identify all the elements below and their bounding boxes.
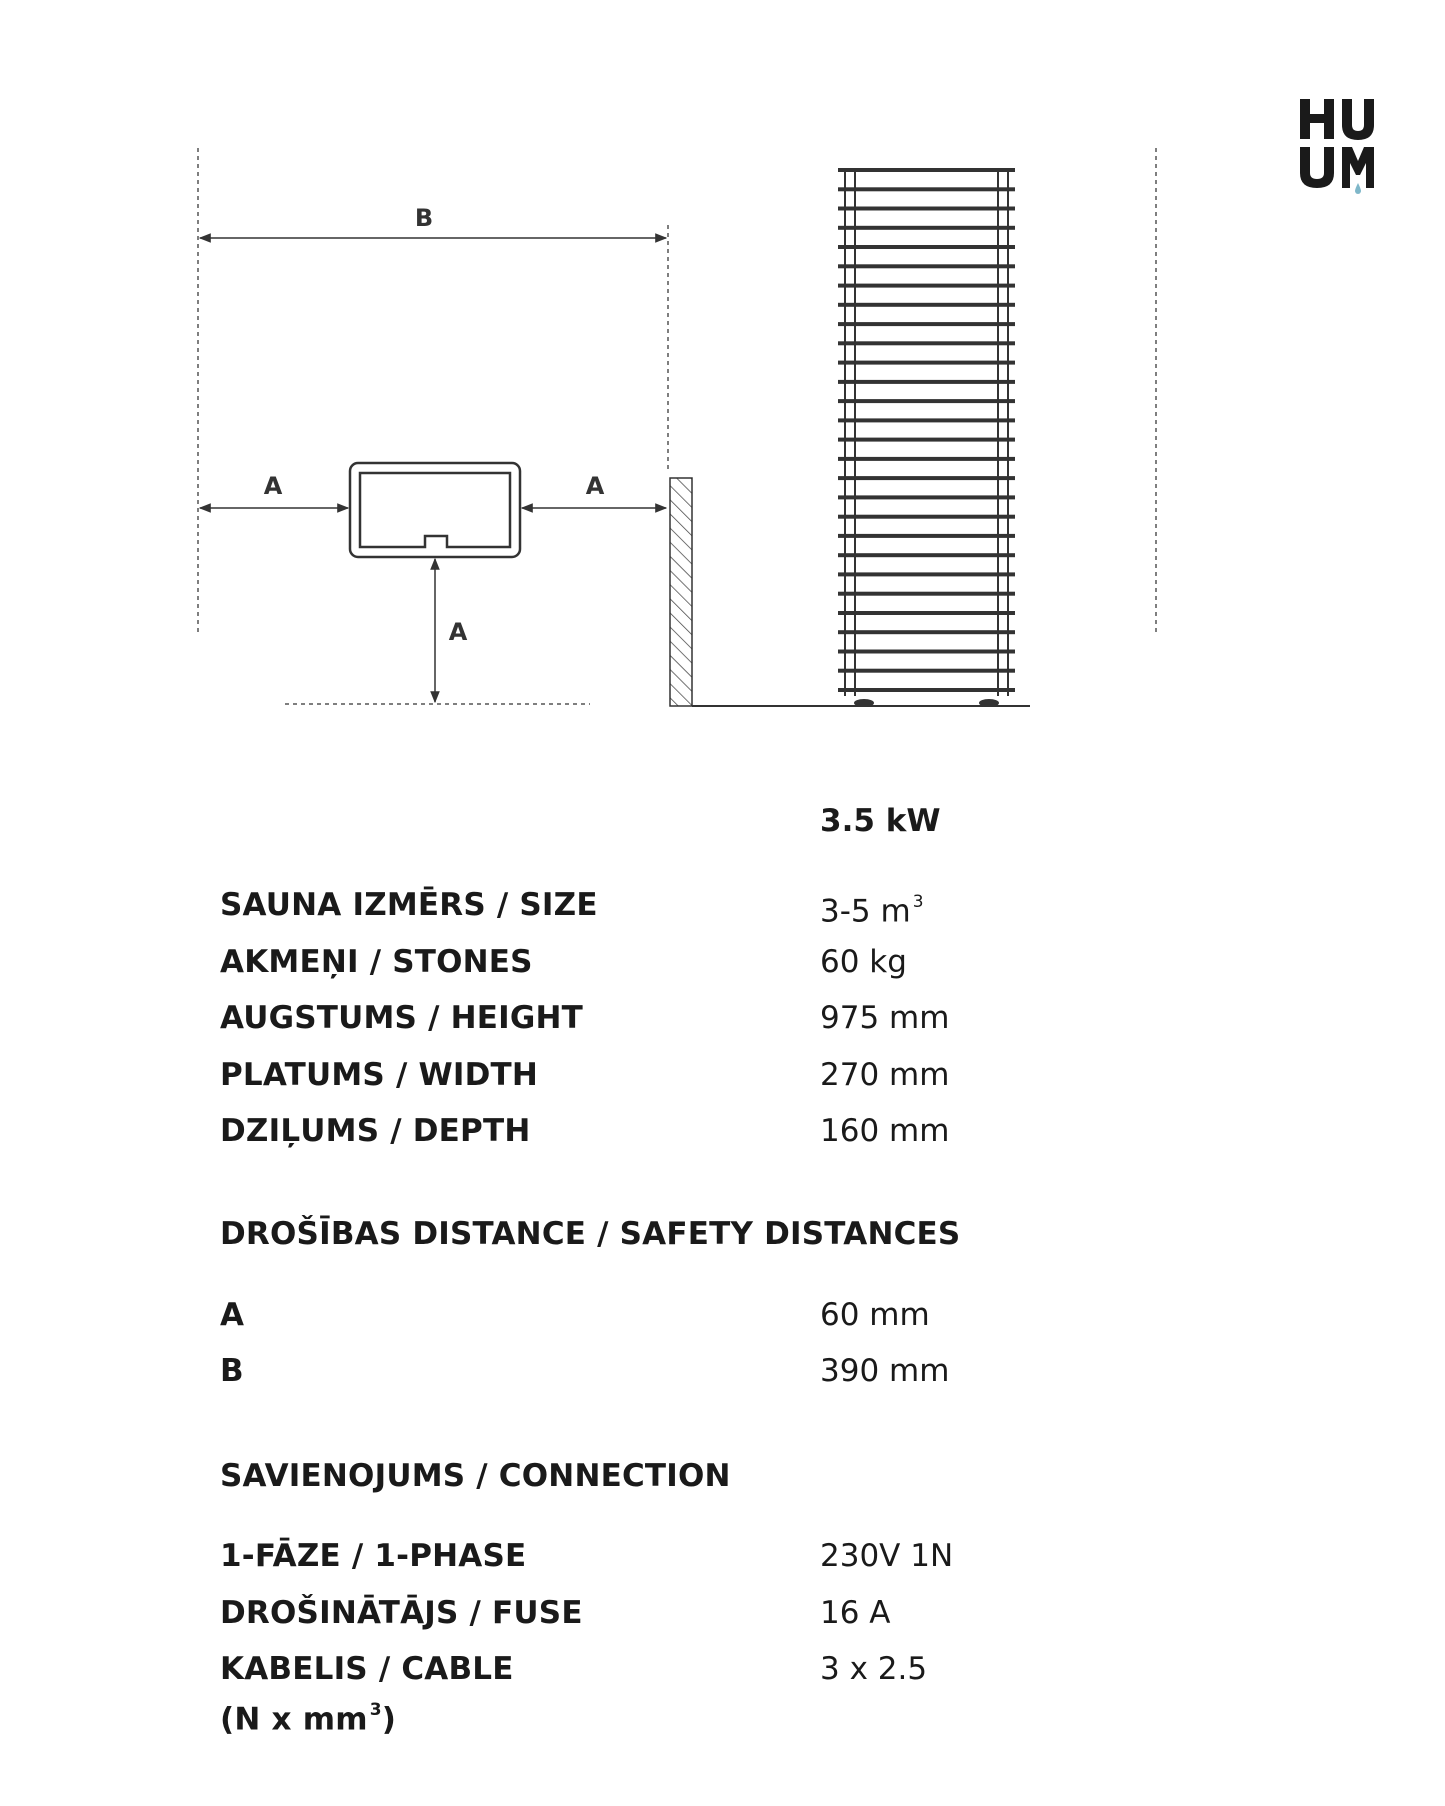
connection-heading: SAVIENOJUMS / CONNECTION (220, 1458, 731, 1494)
spec-value-stones: 60 kg (820, 944, 907, 980)
heater-bar (838, 399, 1015, 403)
heater-bar (838, 630, 1015, 634)
heater-bar (838, 534, 1015, 538)
heater-bar (838, 264, 1015, 268)
heater-foot-right (979, 699, 999, 707)
heater-bar (838, 611, 1015, 615)
spec-label-height: AUGSTUMS / HEIGHT (220, 1000, 583, 1036)
huum-logo (1290, 95, 1390, 195)
heater-bar (838, 284, 1015, 288)
spec-value-size: 3-5 m $^3$ (820, 892, 924, 930)
heater-bar (838, 592, 1015, 596)
heater-bar (838, 650, 1015, 654)
heater-bar (838, 361, 1015, 365)
safety-distance-diagram (0, 0, 1445, 740)
safety-label-b: B (220, 1353, 244, 1389)
spec-label-stones: AKMEŅI / STONES (220, 944, 533, 980)
heater-bar (838, 572, 1015, 576)
heater-bar (838, 418, 1015, 422)
connection-label-phase: 1-FĀZE / 1-PHASE (220, 1538, 527, 1574)
wall-hatched (670, 478, 692, 706)
dimension-a-bottom-label: A (448, 618, 468, 646)
connection-label-cable-unit: (N x mm $^3$) (220, 1700, 397, 1738)
power-heading: 3.5 kW (820, 803, 941, 839)
spec-value-width: 270 mm (820, 1057, 950, 1093)
heater-bar (838, 187, 1015, 191)
connection-value-cable: 3 x 2.5 (820, 1651, 928, 1687)
heater-bar (838, 322, 1015, 326)
heater-top-view-outer (350, 463, 520, 557)
heater-bar (838, 207, 1015, 211)
water-drop-icon (1355, 183, 1361, 194)
heater-bar (838, 457, 1015, 461)
dimension-a-left-label: A (263, 472, 283, 500)
heater-bar (838, 245, 1015, 249)
heater-bar (838, 476, 1015, 480)
heater-bar (838, 341, 1015, 345)
safety-value-b: 390 mm (820, 1353, 950, 1389)
safety-heading: DROŠĪBAS DISTANCE / SAFETY DISTANCES (220, 1216, 961, 1252)
heater-bar (838, 226, 1015, 230)
spec-label-width: PLATUMS / WIDTH (220, 1057, 539, 1093)
heater-bar (838, 669, 1015, 673)
heater-bar (838, 303, 1015, 307)
safety-label-a: A (220, 1297, 245, 1333)
spec-label-depth: DZIĻUMS / DEPTH (220, 1113, 531, 1149)
heater-top-view-inner (360, 473, 510, 547)
dimension-b-label: B (414, 204, 434, 232)
heater-bar (838, 553, 1015, 557)
connection-value-fuse: 16 A (820, 1595, 891, 1631)
heater-side-view (838, 168, 1015, 696)
heater-bar (838, 168, 1015, 172)
safety-value-a: 60 mm (820, 1297, 930, 1333)
heater-foot-left (854, 699, 874, 707)
connection-value-phase: 230V 1N (820, 1538, 954, 1574)
heater-bar (838, 688, 1015, 692)
heater-bar (838, 495, 1015, 499)
spec-value-depth: 160 mm (820, 1113, 950, 1149)
connection-label-cable: KABELIS / CABLE (220, 1651, 514, 1687)
heater-bar (838, 515, 1015, 519)
connection-label-fuse: DROŠINĀTĀJS / FUSE (220, 1595, 583, 1631)
spec-label-size: SAUNA IZMĒRS / SIZE (220, 887, 598, 923)
dimension-a-right-label: A (585, 472, 605, 500)
spec-value-height: 975 mm (820, 1000, 950, 1036)
heater-bar (838, 438, 1015, 442)
heater-bar (838, 380, 1015, 384)
